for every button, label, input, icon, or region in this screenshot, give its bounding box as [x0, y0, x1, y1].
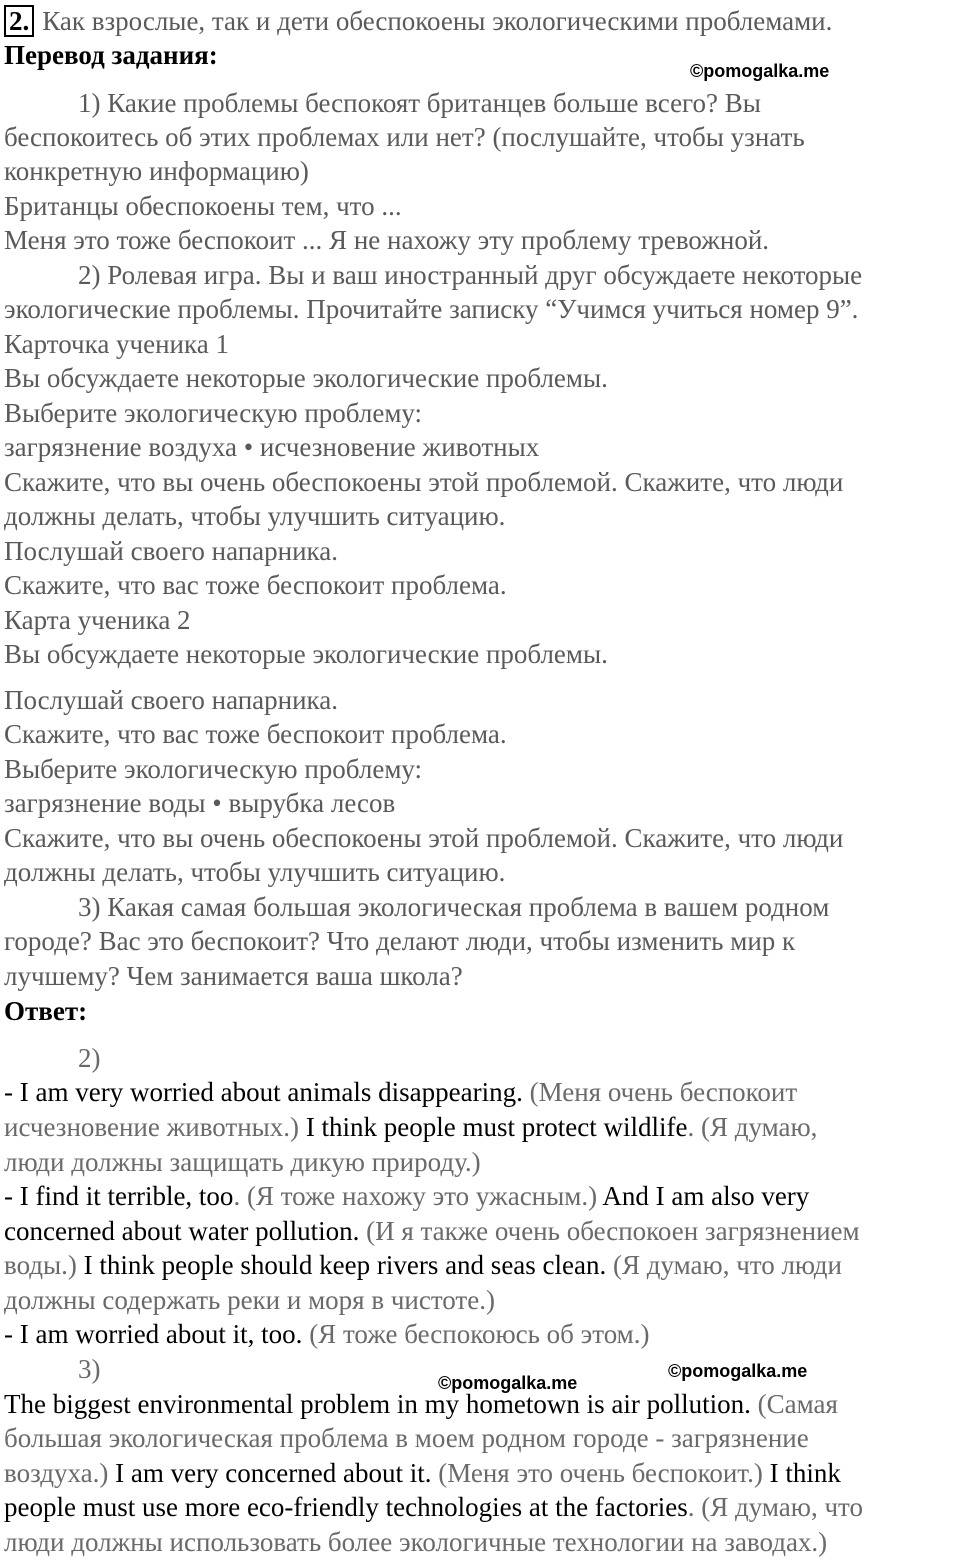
- answer-line: [78, 1041, 101, 1076]
- task-line: должны делать, чтобы улучшить ситуацию.: [4, 501, 506, 531]
- english-answer-text: - I am worried about it, too.: [4, 1319, 303, 1349]
- russian-translation-text: (Я думаю, что люди: [606, 1250, 842, 1280]
- answer-line: [4, 1110, 817, 1145]
- russian-translation-text: люди должны защищать дикую природу.): [4, 1147, 481, 1177]
- russian-translation-text: . (Я думаю, что: [687, 1492, 863, 1522]
- task-line: загрязнение воды • вырубка лесов: [4, 788, 396, 818]
- task-line: 3) Какая самая большая экологическая проблема в вашем родном: [78, 892, 830, 922]
- russian-translation-text: 2): [78, 1043, 101, 1073]
- russian-translation-text: исчезновение животных.): [4, 1112, 300, 1142]
- english-answer-text: concerned about water pollution.: [4, 1216, 360, 1246]
- answer-line: [4, 1525, 827, 1560]
- russian-translation-text: воздуха.): [4, 1458, 109, 1488]
- russian-translation-text: (Меня очень беспокоит: [522, 1077, 798, 1107]
- russian-translation-text: большая экологическая проблема в моем родном городе - загрязнение: [4, 1423, 809, 1453]
- answer-line: [4, 1490, 863, 1525]
- task-line: Британцы обеспокоены тем, что ...: [4, 191, 402, 221]
- answer-line: [4, 1248, 842, 1283]
- task-line: Карточка ученика 1: [4, 329, 229, 359]
- answer-line: [4, 1145, 481, 1180]
- english-answer-text: I am very concerned about it.: [108, 1458, 432, 1488]
- task-line: конкретную информацию): [4, 156, 309, 186]
- answer-heading: Ответ:: [4, 996, 88, 1026]
- task-line: Карта ученика 2: [4, 605, 191, 635]
- english-answer-text: people must use more eco-friendly technologies at the factories: [4, 1492, 688, 1522]
- task-line: загрязнение воздуха • исчезновение животных: [4, 432, 540, 462]
- answer-line: [4, 1456, 841, 1491]
- task-line: Выберите экологическую проблему:: [4, 754, 423, 784]
- task-line: Выберите экологическую проблему:: [4, 398, 423, 428]
- russian-translation-text: (И я также очень обеспокоен загрязнением: [359, 1216, 860, 1246]
- answer-line: [4, 1421, 809, 1456]
- task-line: беспокоитесь об этих проблемах или нет? (послушайте, чтобы узнать: [4, 122, 805, 152]
- russian-translation-text: 3): [78, 1354, 101, 1384]
- answer-line: [4, 1179, 809, 1214]
- task-line: Меня это тоже беспокоит ... Я не нахожу эту проблему тревожной.: [4, 225, 770, 255]
- exercise-title: Как взрослые, так и дети обеспокоены экологическими проблемами.: [42, 6, 833, 36]
- answer-line: [4, 1214, 860, 1249]
- russian-translation-text: (Меня это очень беспокоит.): [431, 1458, 763, 1488]
- russian-translation-text: (Я тоже беспокоюсь об этом.): [302, 1319, 650, 1349]
- answer-line: [4, 1317, 650, 1352]
- russian-translation-text: воды.): [4, 1250, 77, 1280]
- english-answer-text: And I am also very: [597, 1181, 810, 1211]
- task-line: должны делать, чтобы улучшить ситуацию.: [4, 857, 506, 887]
- answer-line: [78, 1352, 101, 1387]
- english-answer-text: The biggest environmental problem in my hometown is air pollution.: [4, 1389, 751, 1419]
- task-line: Вы обсуждаете некоторые экологические проблемы.: [4, 639, 608, 669]
- task-line: Вы обсуждаете некоторые экологические проблемы.: [4, 363, 608, 393]
- watermark: ©pomogalka.me: [668, 1361, 808, 1381]
- russian-translation-text: люди должны использовать более экологичные технологии на заводах.): [4, 1527, 828, 1557]
- russian-translation-text: . (Я думаю,: [687, 1112, 818, 1142]
- russian-translation-text: . (Я тоже нахожу это ужасным.): [233, 1181, 598, 1211]
- task-line: лучшему? Чем занимается ваша школа?: [4, 961, 463, 991]
- answer-line: [4, 1075, 797, 1110]
- task-line: Скажите, что вы очень обеспокоены этой проблемой. Скажите, что люди: [4, 467, 844, 497]
- english-answer-text: - I find it terrible, too: [4, 1181, 234, 1211]
- english-answer-text: I think people should keep rivers and seas clean.: [76, 1250, 607, 1280]
- task-line: 1) Какие проблемы беспокоят британцев больше всего? Вы: [78, 88, 761, 118]
- task-line: городе? Вас это беспокоит? Что делают люди, чтобы изменить мир к: [4, 926, 796, 956]
- english-answer-text: I think: [762, 1458, 841, 1488]
- watermark: ©pomogalka.me: [690, 61, 830, 81]
- russian-translation-text: (Самая: [750, 1389, 838, 1419]
- task-line: Скажите, что вас тоже беспокоит проблема.: [4, 719, 507, 749]
- task-line: Послушай своего напарника.: [4, 536, 338, 566]
- answer-line: [4, 1283, 495, 1318]
- task-line: Послушай своего напарника.: [4, 685, 338, 715]
- task-line: Скажите, что вас тоже беспокоит проблема.: [4, 570, 507, 600]
- exercise-number: 2.: [4, 5, 34, 37]
- task-line: экологические проблемы. Прочитайте записку “Учимся учиться номер 9”.: [4, 294, 859, 324]
- russian-translation-text: должны содержать реки и моря в чистоте.): [4, 1285, 495, 1315]
- translation-heading: Перевод задания:: [4, 40, 218, 70]
- task-line: Скажите, что вы очень обеспокоены этой проблемой. Скажите, что люди: [4, 823, 844, 853]
- english-answer-text: I think people must protect wildlife: [299, 1112, 688, 1142]
- answer-line: [4, 1387, 838, 1422]
- watermark: ©pomogalka.me: [438, 1373, 578, 1393]
- exercise-header: [4, 4, 832, 39]
- english-answer-text: - I am very worried about animals disappearing.: [4, 1077, 523, 1107]
- task-line: 2) Ролевая игра. Вы и ваш иностранный друг обсуждаете некоторые: [78, 260, 863, 290]
